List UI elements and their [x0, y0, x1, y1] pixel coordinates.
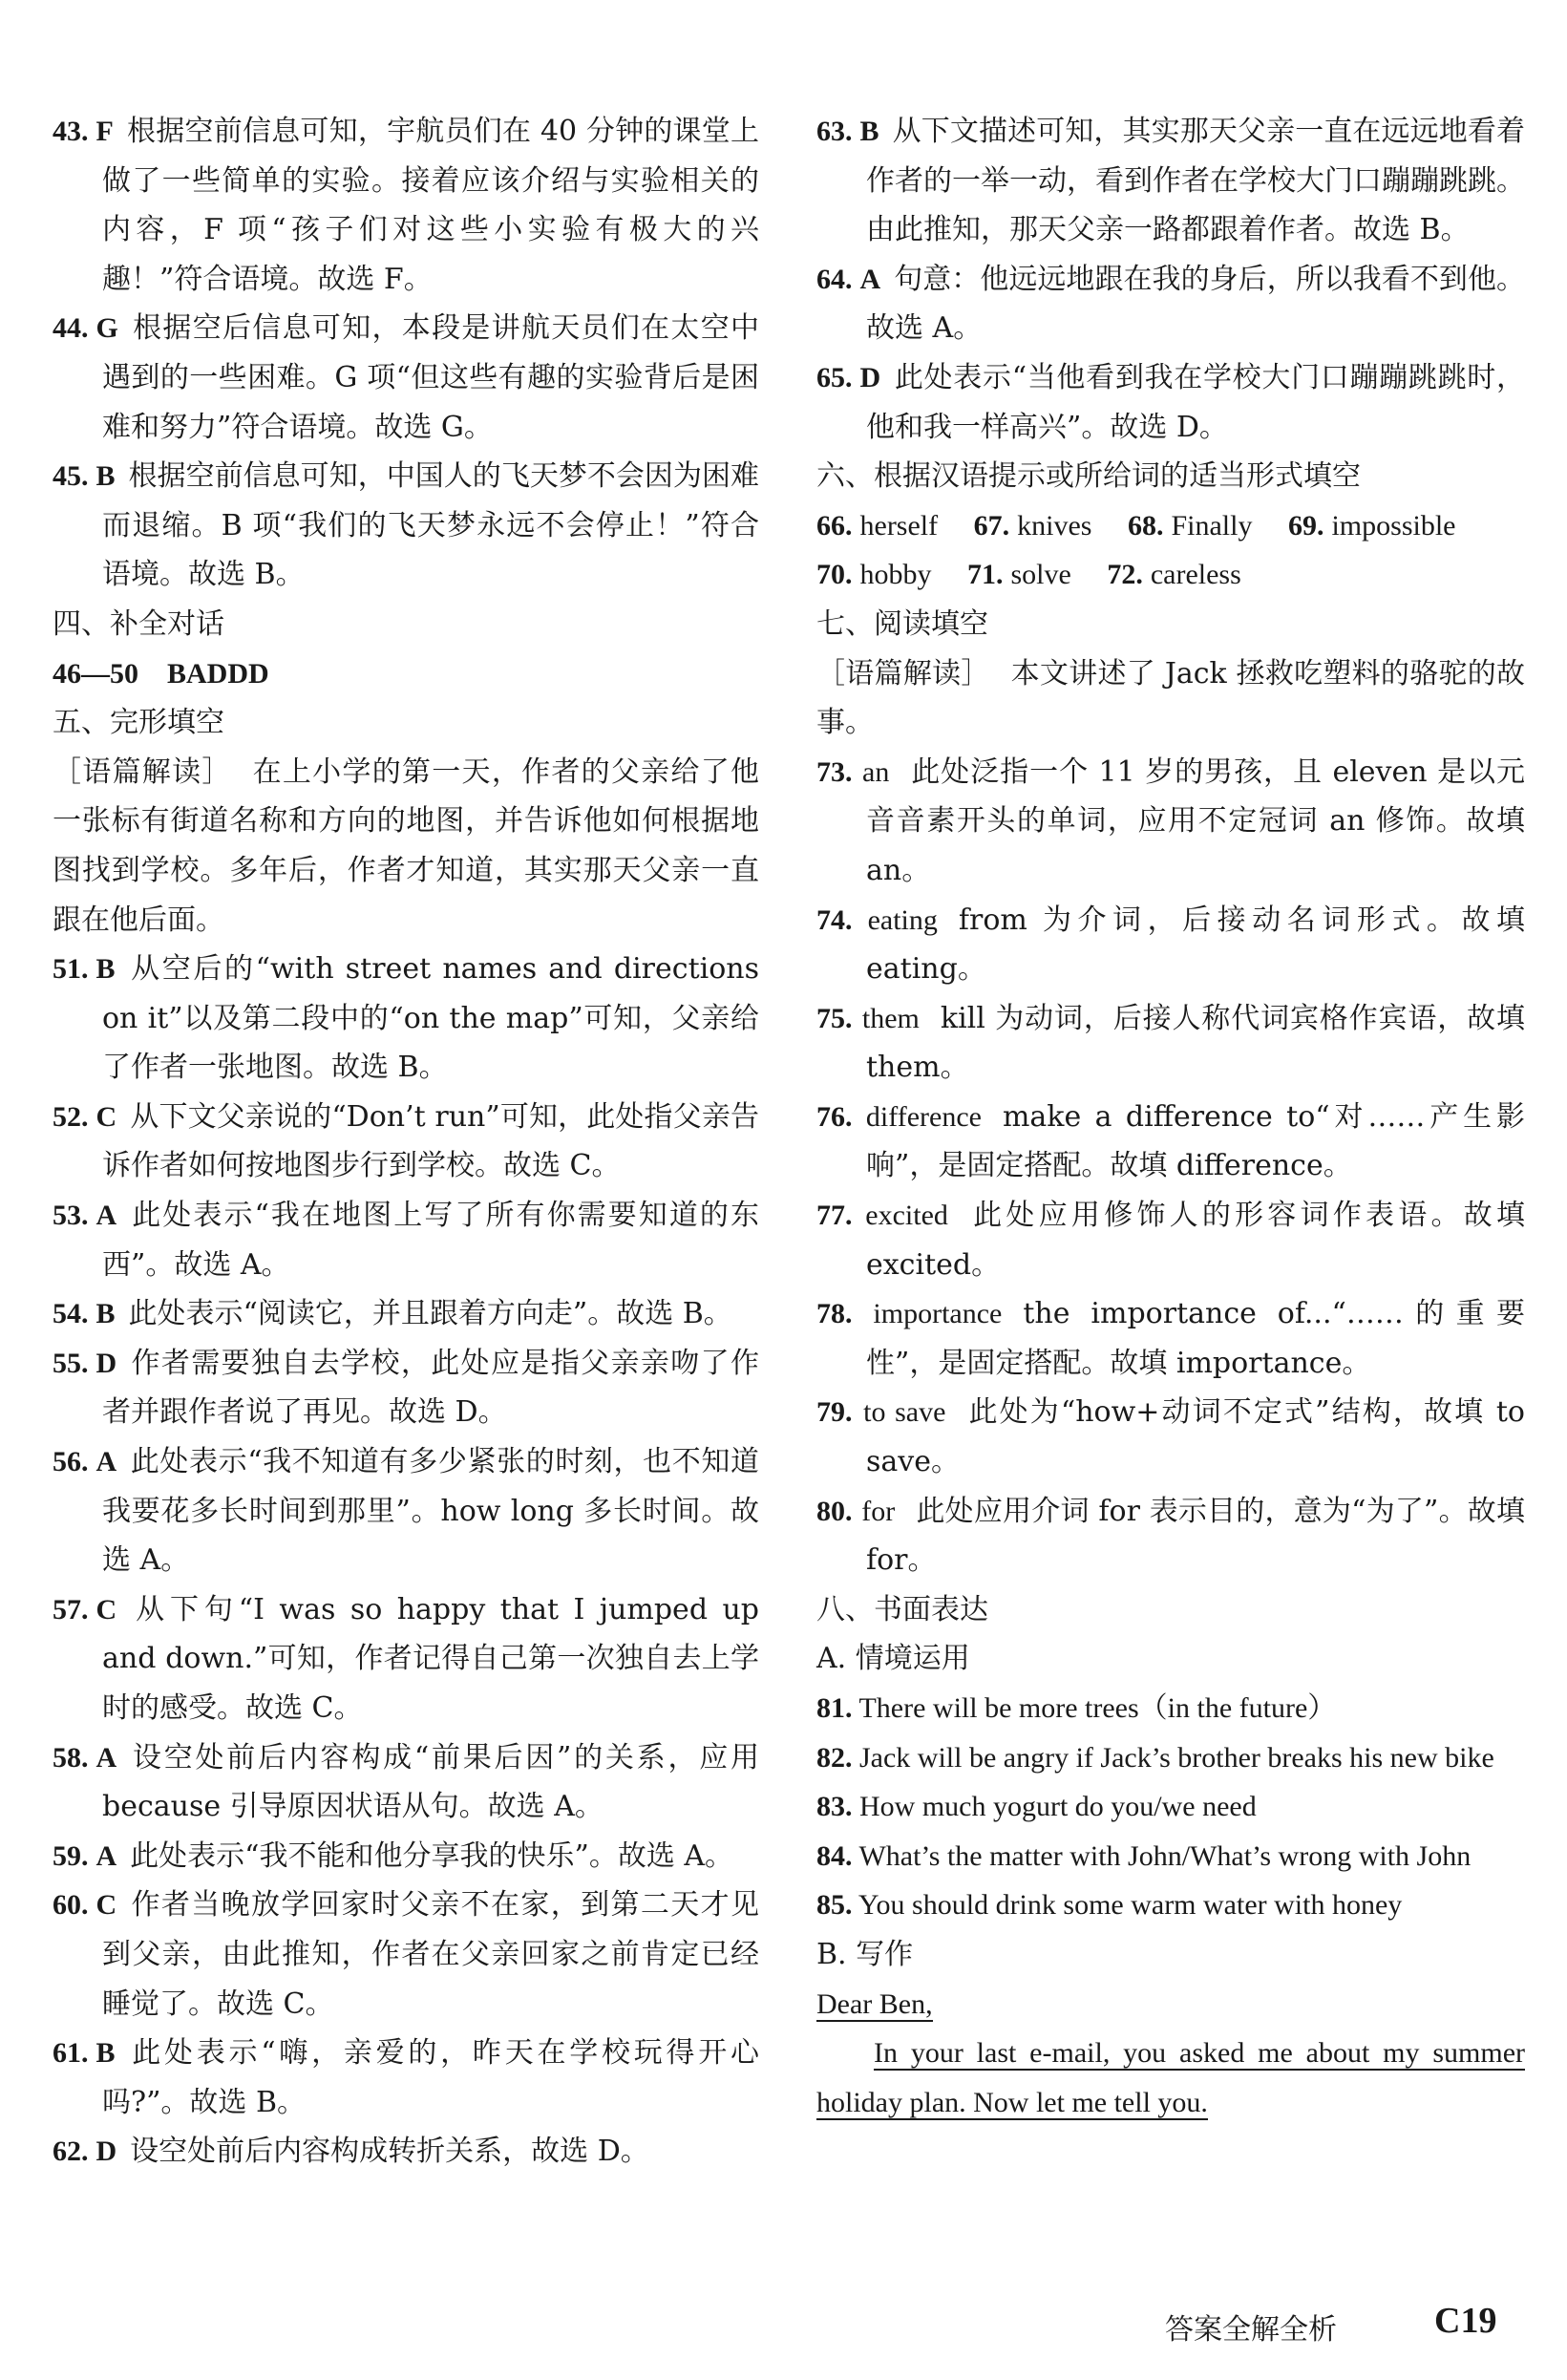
page-footer: [1165, 2300, 1528, 2348]
item-key: C: [95, 1593, 117, 1626]
answer-item: [53, 1832, 759, 1881]
answer-list-43-45: [53, 107, 759, 600]
fill-answer: [1288, 510, 1456, 542]
answer-item: [53, 1289, 759, 1339]
item-key: A: [95, 1839, 117, 1872]
intro-tag: ［语篇解读］: [53, 754, 232, 789]
answer-46-50: [53, 649, 759, 699]
answer-item: [816, 1782, 1525, 1832]
item-explanation: 作者当晚放学回家时父亲不在家，到第二天才见到父亲，由此推知，作者在父亲回家之前肯定已经睡觉了。故选 C。: [102, 1888, 759, 2021]
intro-tag: ［语篇解读］: [816, 656, 990, 691]
answer-item: [53, 452, 759, 600]
answer-item: [816, 1388, 1525, 1486]
section-heading-8: 八、书面表达: [816, 1592, 988, 1626]
item-explanation: 此处表示“阅读它，并且跟着方向走”。故选 B。: [128, 1297, 732, 1331]
item-number: 72.: [1107, 559, 1143, 591]
item-number: 51.: [53, 953, 89, 986]
item-number: 61.: [53, 2037, 89, 2070]
left-column: [53, 107, 759, 2177]
fill-answers-row-2: [816, 550, 1525, 600]
item-key: B: [95, 1298, 116, 1330]
answer-item: [816, 748, 1525, 896]
item-key: G: [95, 312, 118, 345]
item-key: B: [95, 2037, 116, 2070]
item-word: careless: [1150, 559, 1241, 591]
item-number: 83.: [816, 1791, 853, 1823]
item-number: 76.: [816, 1100, 853, 1133]
answer-item: [816, 994, 1525, 1093]
item-explanation: 此处应用介词 for 表示目的，意为“为了”。故填 for。: [866, 1494, 1525, 1578]
answer-item: [816, 1733, 1525, 1783]
item-number: 81.: [816, 1692, 853, 1724]
item-number: 63.: [816, 116, 853, 147]
intro-text: 本文讲述了 Jack 拯救吃塑料的骆驼的故事。: [816, 656, 1526, 740]
answer-item: [53, 2127, 759, 2177]
answer-item: [53, 1339, 759, 1437]
item-word: herself: [859, 509, 939, 542]
sample-letter: [816, 1980, 1525, 2128]
subheading-b: B. 写作: [816, 1937, 914, 1971]
item-key: B: [859, 116, 879, 147]
item-explanation: 根据空前信息可知，宇航员们在 40 分钟的课堂上做了一些简单的实验。接着应该介绍与实验相关的内容，F 项“孩子们对这些小实验有极大的兴趣！”符合语境。故选 F。: [102, 115, 759, 296]
item-explanation: 此处表示“当他看到我在学校大门口蹦蹦跳跳时，他和我一样高兴”。故选 D。: [866, 360, 1525, 444]
letter-body: [816, 2029, 1525, 2127]
section-heading-7: 七、阅读填空: [816, 606, 988, 641]
item-explanation: 此处表示“我不知道有多少紧张的时刻，也不知道我要花多长时间到那里”。how long 多长时间。故选 A。: [102, 1445, 759, 1578]
item-number: 44.: [53, 312, 89, 345]
item-explanation: 此处为“how+动词不定式”结构，故填 to save。: [866, 1395, 1525, 1479]
answer-item: [53, 1881, 759, 2029]
item-key: B: [95, 953, 116, 986]
item-key: C: [95, 1100, 117, 1133]
fill-answers-row-1: [816, 501, 1525, 551]
subheading-a: A. 情境运用: [816, 1642, 970, 1676]
item-explanation: 此处泛指一个 11 岁的男孩，且 eleven 是以元音音素开头的单词，应用不定冠词 an 修饰。故填 an。: [866, 754, 1525, 887]
item-explanation: make a difference to“对……产生影响”，是固定搭配。故填 difference。: [866, 1099, 1525, 1183]
item-word: an: [862, 755, 890, 788]
item-explanation: 根据空前信息可知，中国人的飞天梦不会因为困难而退缩。B 项“我们的飞天梦永远不会停止！”符合语境。故选 B。: [102, 459, 759, 592]
fill-answer: [1128, 510, 1253, 542]
item-explanation: 设空处前后内容构成“前果后因”的关系，应用 because 引导原因状语从句。故选 A。: [102, 1740, 759, 1824]
item-key: A: [859, 263, 881, 295]
answer-46-50-text: 46—50 BADDD: [53, 657, 269, 690]
item-key: A: [95, 1200, 117, 1232]
item-word: difference: [865, 1100, 982, 1133]
fill-answer: [967, 559, 1071, 590]
item-number: 73.: [816, 755, 853, 788]
letter-greeting-text: Dear Ben,: [816, 1987, 933, 2020]
item-explanation: 从下文描述可知，其实那天父亲一直在远远地看着作者的一举一动，看到作者在学校大门口蹦蹦跳跳。由此推知，那天父亲一路都跟着作者。故选 B。: [866, 115, 1525, 247]
letter-greeting: [816, 1980, 1525, 2029]
item-word: Finally: [1171, 509, 1253, 542]
item-number: 70.: [816, 559, 853, 591]
item-explanation: 从下句“I was so happy that I jumped up and down.”可知，作者记得自己第一次独自去上学时的感受。故选 C。: [102, 1592, 759, 1725]
item-word: knives: [1017, 509, 1092, 542]
item-number: 82.: [816, 1741, 853, 1774]
answer-item: [816, 1487, 1525, 1585]
item-number: 79.: [816, 1396, 853, 1429]
item-number: 74.: [816, 903, 853, 936]
answer-item: [816, 255, 1525, 353]
item-explanation: kill 为动词，后接人称代词宾格作宾语，故填 them。: [866, 1001, 1525, 1085]
item-number: 59.: [53, 1839, 89, 1872]
item-number: 67.: [973, 509, 1010, 542]
item-number: 66.: [816, 509, 853, 542]
answer-item: [53, 2029, 759, 2127]
page-number: C19: [1434, 2301, 1497, 2341]
item-sentence: What’s the matter with John/What’s wrong with John: [858, 1839, 1472, 1872]
item-sentence: There will be more trees（in the future）: [858, 1692, 1337, 1724]
letter-body-text: In your last e-mail, you asked me about my summer holiday plan. Now let me tell you.: [816, 2037, 1525, 2118]
item-key: F: [95, 116, 114, 147]
reading-fill-answer-list: [816, 748, 1525, 1585]
item-number: 64.: [816, 263, 853, 295]
fill-answer: [816, 510, 938, 542]
item-word: impossible: [1331, 509, 1456, 542]
item-explanation: 根据空后信息可知，本段是讲航天员们在太空中遇到的一些困难。G 项“但这些有趣的实验背后是困难和努力”符合语境。故选 G。: [102, 311, 759, 444]
answer-item: [816, 1832, 1525, 1881]
answer-item: [816, 353, 1525, 452]
item-sentence: You should drink some warm water with honey: [858, 1889, 1403, 1922]
item-word: to save: [863, 1396, 946, 1429]
answer-item: [816, 1093, 1525, 1191]
fill-answer: [974, 510, 1092, 542]
item-explanation: from 为介词，后接动名词形式。故填 eating。: [866, 903, 1525, 987]
answer-item: [53, 107, 759, 304]
answer-item: [816, 1881, 1525, 1930]
answer-item: [816, 107, 1525, 255]
right-column: [816, 107, 1525, 2127]
item-explanation: the importance of...“……的重要性”，是固定搭配。故填 importance。: [866, 1297, 1525, 1380]
intro-text: 在上小学的第一天，作者的父亲给了他一张标有街道名称和方向的地图，并告诉他如何根据地图找到学校。多年后，作者才知道，其实那天父亲一直跟在他后面。: [53, 754, 760, 937]
item-explanation: 此处表示“我在地图上写了所有你需要知道的东西”。故选 A。: [102, 1199, 759, 1282]
section-heading-5: 五、完形填空: [53, 706, 224, 740]
item-word: importance: [873, 1298, 1003, 1330]
item-key: D: [95, 1347, 117, 1379]
item-word: them: [861, 1002, 920, 1034]
item-word: hobby: [859, 559, 932, 591]
answer-item: [53, 1191, 759, 1289]
item-number: 84.: [816, 1839, 853, 1872]
item-key: D: [859, 361, 881, 393]
item-number: 75.: [816, 1002, 853, 1034]
item-explanation: 此处表示“嗨，亲爱的，昨天在学校玩得开心吗?”。故选 B。: [102, 2036, 759, 2119]
item-number: 57.: [53, 1593, 89, 1626]
item-number: 78.: [816, 1298, 853, 1330]
item-explanation: 此处表示“我不能和他分享我的快乐”。故选 A。: [130, 1838, 734, 1873]
item-key: C: [95, 1889, 117, 1922]
item-explanation: 作者需要独自去学校，此处应是指父亲亲吻了作者并跟作者说了再见。故选 D。: [102, 1346, 759, 1430]
reading-intro-5: [53, 748, 759, 945]
answer-item: [816, 1289, 1525, 1388]
item-number: 69.: [1287, 509, 1324, 542]
answer-item: [816, 1191, 1525, 1289]
answer-item: [53, 945, 759, 1093]
item-number: 55.: [53, 1347, 89, 1379]
reading-intro-7: [816, 649, 1525, 748]
item-explanation: 此处应用修饰人的形容词作表语。故填 excited。: [866, 1199, 1525, 1282]
cloze-answer-list: [53, 945, 759, 2177]
item-word: excited: [865, 1200, 948, 1232]
item-number: 80.: [816, 1495, 853, 1527]
answer-item: [816, 896, 1525, 994]
item-explanation: 从空后的“with street names and directions on it”以及第二段中的“on the map”可知，父亲给了作者一张地图。故选 B。: [102, 952, 759, 1085]
item-explanation: 从下文父亲说的“Don’t run”可知，此处指父亲告诉作者如何按地图步行到学校。故选 C。: [102, 1099, 759, 1183]
item-number: 58.: [53, 1741, 89, 1774]
item-word: solve: [1010, 559, 1071, 591]
answer-item: [53, 1437, 759, 1585]
answer-list-63-65: [816, 107, 1525, 452]
section-heading-6: 六、根据汉语提示或所给词的适当形式填空: [816, 459, 1361, 494]
item-number: 60.: [53, 1889, 89, 1922]
item-number: 56.: [53, 1446, 89, 1478]
item-sentence: How much yogurt do you/we need: [859, 1791, 1257, 1823]
section-heading-4: 四、补全对话: [53, 606, 224, 641]
item-number: 85.: [816, 1889, 853, 1922]
footer-label: 答案全解全析: [1165, 2313, 1337, 2347]
item-number: 45.: [53, 460, 89, 493]
item-number: 77.: [816, 1200, 853, 1232]
item-number: 54.: [53, 1298, 89, 1330]
item-word: for: [861, 1495, 896, 1527]
answer-item: [53, 304, 759, 452]
item-key: A: [95, 1741, 117, 1774]
item-explanation: 句意：他远远地跟在我的身后，所以我看不到他。故选 A。: [866, 262, 1525, 346]
answer-item: [816, 1684, 1525, 1733]
item-explanation: 设空处前后内容构成转折关系，故选 D。: [130, 2135, 649, 2169]
answer-item: [53, 1585, 759, 1733]
item-key: B: [95, 460, 116, 493]
item-word: eating: [867, 903, 938, 936]
item-number: 62.: [53, 2136, 89, 2168]
fill-answer: [816, 559, 932, 590]
item-number: 68.: [1127, 509, 1164, 542]
item-number: 53.: [53, 1200, 89, 1232]
item-number: 65.: [816, 361, 853, 393]
item-number: 43.: [53, 116, 89, 147]
item-key: A: [95, 1446, 117, 1478]
answer-item: [53, 1733, 759, 1832]
fill-answer: [1107, 559, 1240, 590]
item-key: D: [95, 2136, 117, 2168]
writing-answer-list: [816, 1684, 1525, 1930]
item-sentence: Jack will be angry if Jack’s brother breaks his new bike: [859, 1741, 1494, 1774]
item-number: 71.: [967, 559, 1004, 591]
answer-item: [53, 1093, 759, 1191]
item-number: 52.: [53, 1100, 89, 1133]
